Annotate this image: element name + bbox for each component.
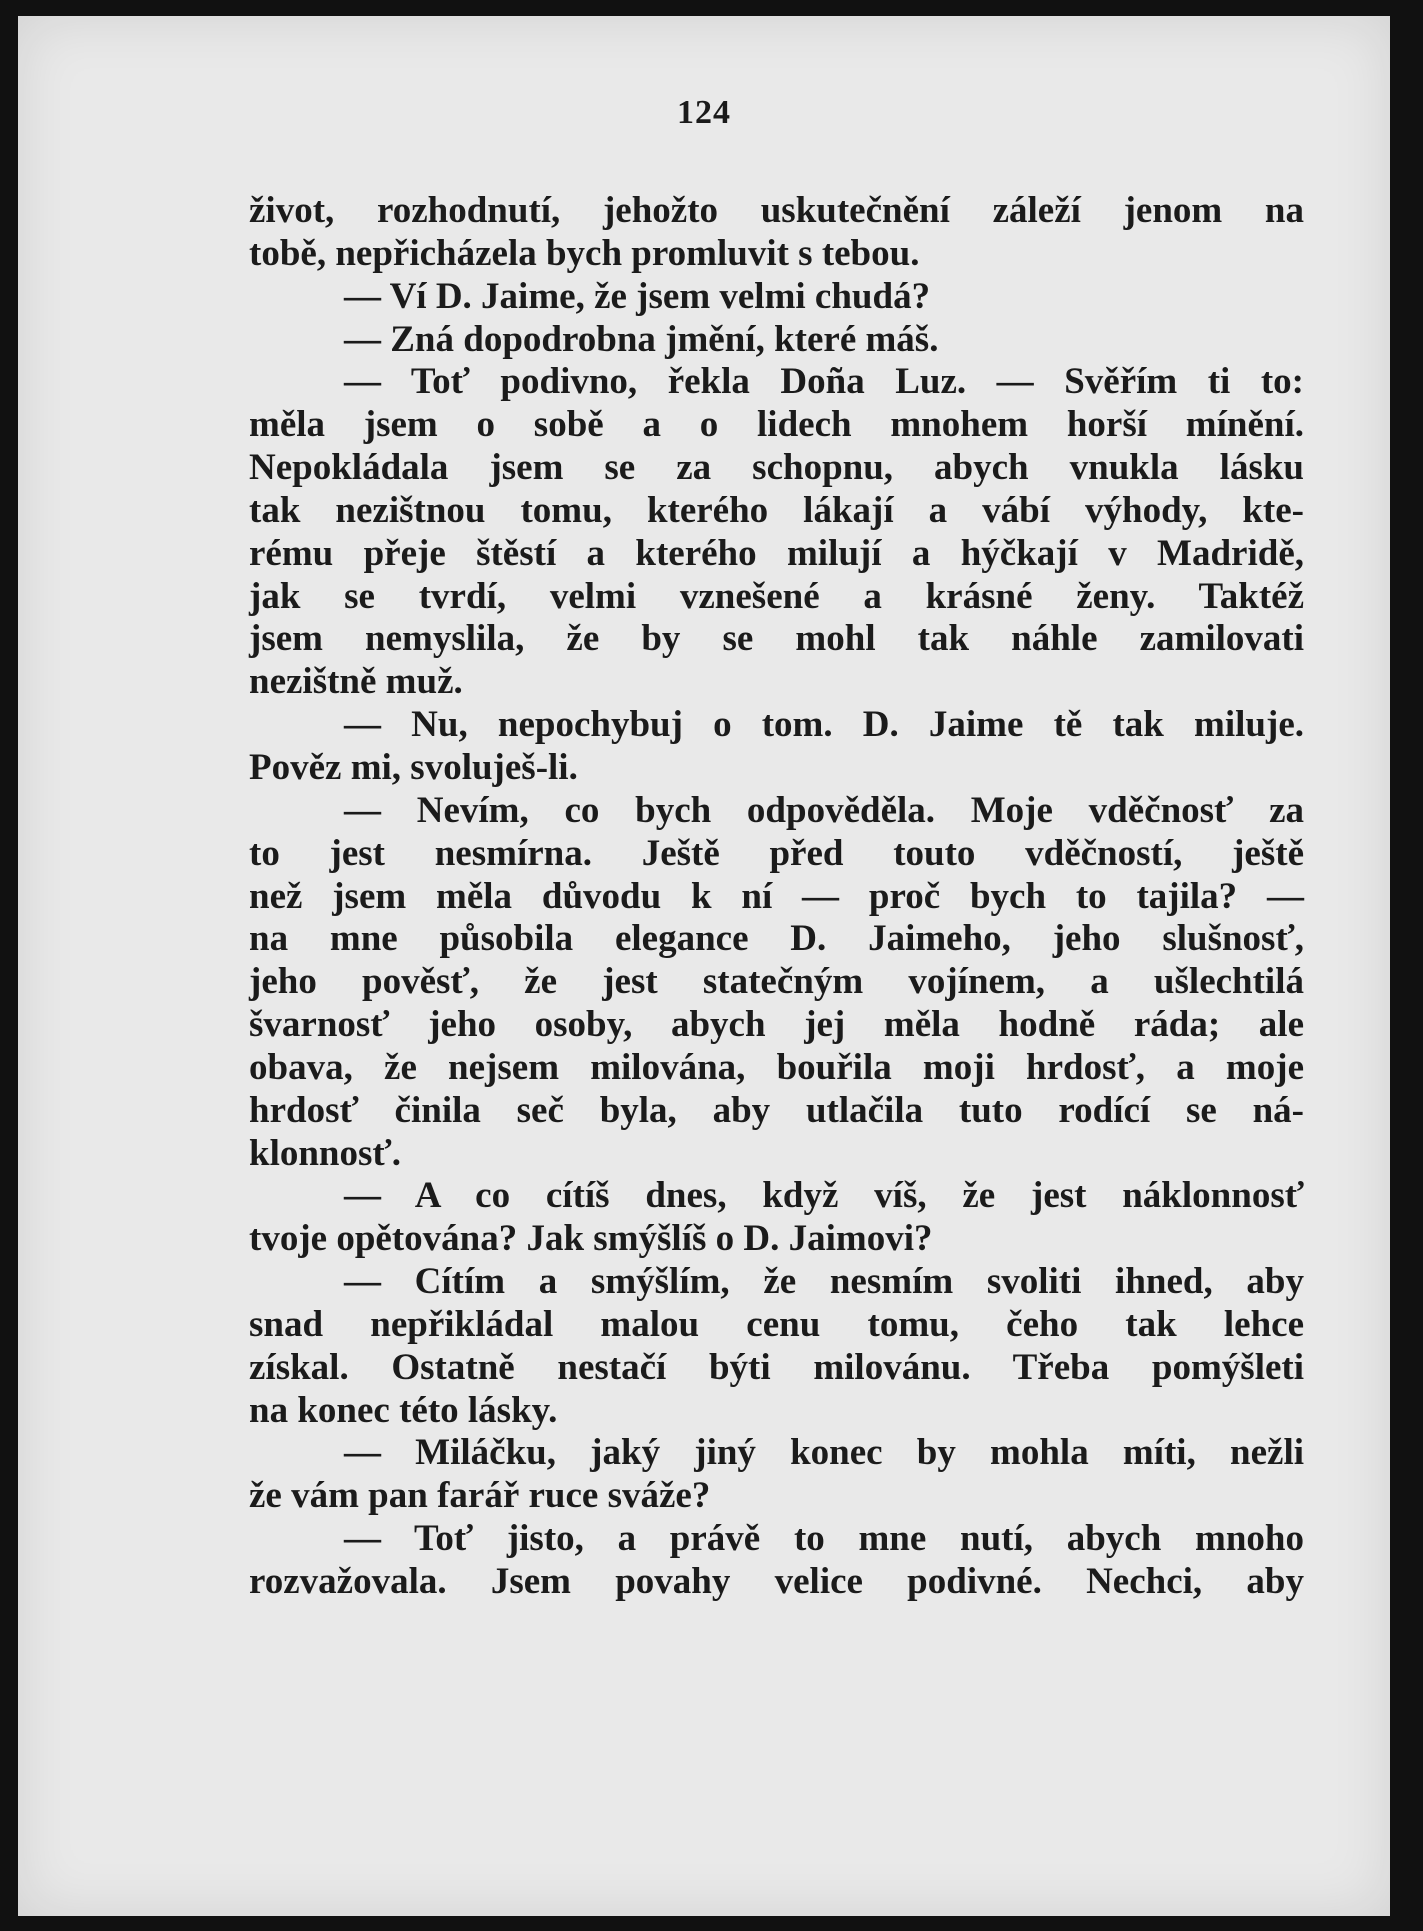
text-line: — Nu, nepochybuj o tom. D. Jaime tě tak miluje. <box>344 704 1304 746</box>
text-line: — Cítím a smýšlím, že nesmím svoliti ihned, aby <box>344 1261 1304 1303</box>
text-line: jeho pověsť, že jest statečným vojínem, a ušlechtilá <box>249 961 1304 1003</box>
text-line: nezištně muž. <box>249 661 463 703</box>
text-line: že vám pan farář ruce sváže? <box>249 1475 711 1517</box>
text-line: život, rozhodnutí, jehožto uskutečnění záleží jenom na <box>249 190 1304 231</box>
text-line: — A co cítíš dnes, když víš, že jest náklonnosť <box>344 1175 1304 1217</box>
text-line: Pověz mi, svoluješ-li. <box>249 746 578 788</box>
text-line: než jsem měla důvodu k ní — proč bych to tajila? — <box>249 875 1304 917</box>
page-number: 124 <box>677 94 731 131</box>
text-line: snad nepřikládal malou cenu tomu, čeho tak lehce <box>249 1303 1304 1345</box>
text-line: tak nezištnou tomu, kterého lákají a vábí výhody, kte- <box>249 489 1304 531</box>
text-line: — Toť jisto, a právě to mne nutí, abych mnoho <box>344 1518 1304 1560</box>
text-line: rému přeje štěstí a kterého milují a hýčkají v Madridě, <box>249 532 1304 574</box>
text-line: klonnosť. <box>249 1132 401 1174</box>
text-line: tvoje opětována? Jak smýšlíš o D. Jaimovi? <box>249 1218 933 1260</box>
text-line: získal. Ostatně nestačí býti milovánu. Třeba pomýšleti <box>249 1346 1304 1388</box>
text-line: hrdosť činila seč byla, aby utlačila tuto rodící se ná- <box>249 1089 1304 1131</box>
text-line: švarnosť jeho osoby, abych jej měla hodně ráda; ale <box>249 1004 1304 1046</box>
text-line: to jest nesmírna. Ještě před touto vděčností, ještě <box>249 832 1304 874</box>
text-line: — Ví D. Jaime, že jsem velmi chudá? <box>344 275 931 317</box>
text-line: — Nevím, co bych odpověděla. Moje vděčnosť za <box>344 789 1304 831</box>
text-line: rozvažovala. Jsem povahy velice podivné. Nechci, aby <box>249 1561 1304 1602</box>
text-line: jsem nemyslila, že by se mohl tak náhle zamilovati <box>249 618 1304 660</box>
text-line: jak se tvrdí, velmi vznešené a krásné ženy. Taktéž <box>249 575 1304 617</box>
text-line: — Zná dopodrobna jmění, které máš. <box>344 318 939 360</box>
text-line: tobě, nepřicházela bych promluvit s tebou. <box>249 232 920 274</box>
page-text <box>249 190 1304 1604</box>
book-page <box>18 16 1390 1916</box>
text-line: obava, že nejsem milována, bouřila moji hrdosť, a moje <box>249 1046 1304 1088</box>
text-line: na mne působila elegance D. Jaimeho, jeho slušnosť, <box>249 918 1304 960</box>
text-line: Nepokládala jsem se za schopnu, abych vnukla lásku <box>249 447 1304 489</box>
text-line: — Toť podivno, řekla Doña Luz. — Svěřím ti to: <box>344 361 1304 403</box>
text-line: měla jsem o sobě a o lidech mnohem horší mínění. <box>249 404 1304 446</box>
text-line: — Miláčku, jaký jiný konec by mohla míti, nežli <box>344 1432 1304 1474</box>
text-line: na konec této lásky. <box>249 1389 558 1431</box>
